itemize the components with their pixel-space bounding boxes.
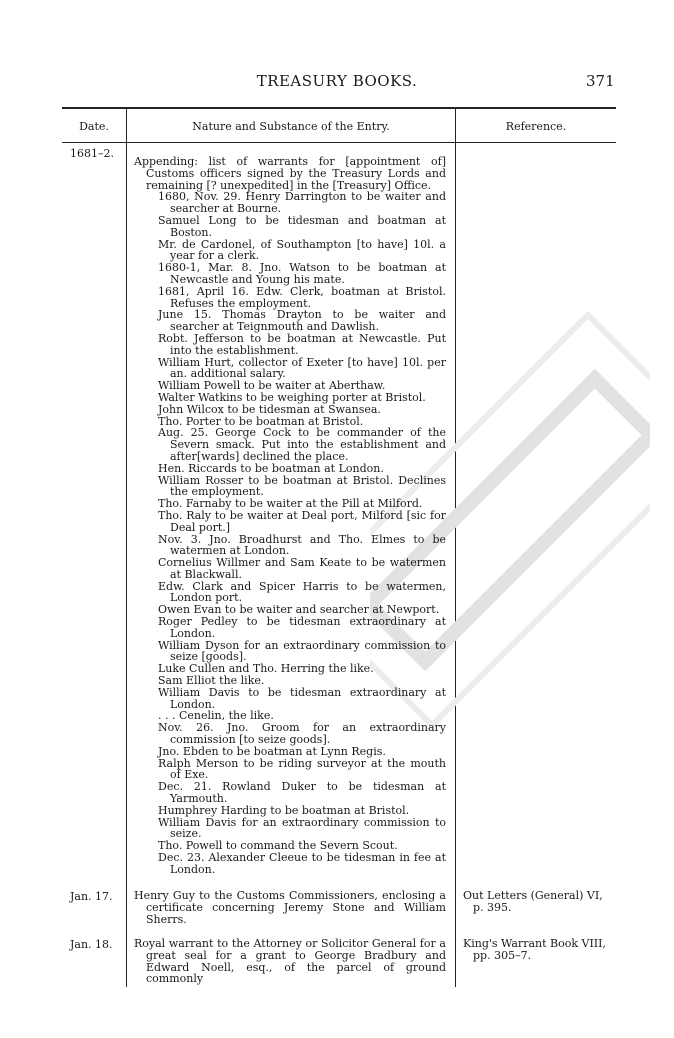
column-header-nature: Nature and Substance of the Entry. — [192, 120, 390, 133]
entry-body: Royal warrant to the Attorney or Solicitor General for a great seal for a grant to George Bradbury and Edward Noell, esq., of the parcel of ground commonly — [134, 937, 446, 986]
list-item: William Dyson for an extraordinary commission to seize [goods]. — [158, 638, 446, 664]
list-item: Roger Pedley to be tidesman extraordinary at London. — [158, 615, 446, 640]
entry-text — [134, 890, 446, 925]
entry-text — [134, 156, 446, 876]
list-item: Dec. 21. Rowland Duker to be tidesman at Yarmouth. — [158, 780, 446, 806]
entry-date: Jan. 18. — [70, 938, 113, 951]
list-item: Jno. Ebden to be boatman at Lynn Regis. — [158, 744, 386, 758]
entry-reference — [463, 938, 615, 962]
list-item: William Davis for an extraordinary commission to seize. — [158, 815, 446, 841]
column-divider-left — [126, 107, 127, 987]
list-item: Sam Elliot the like. — [158, 674, 265, 688]
list-item: 1680-1, Mar. 8. Jno. Watson to be boatman at Newcastle and Young his mate. — [158, 261, 446, 286]
entry-body: Henry Guy to the Customs Commissioners, enclosing a certificate concerning Jeremy Stone and William Sherrs. — [134, 889, 446, 926]
list-item: Dec. 23. Alexander Cleeue to be tidesman in fee at London. — [158, 851, 446, 876]
entry-text — [134, 938, 446, 985]
list-item: William Rosser to be boatman at Bristol. Declines the employment. — [158, 473, 446, 499]
list-item: Edw. Clark and Spicer Harris to be watermen, London port. — [158, 579, 446, 605]
list-item: Tho. Powell to command the Severn Scout. — [158, 839, 398, 853]
list-item: Nov. 3. Jno. Broadhurst and Tho. Elmes to be watermen at London. — [158, 532, 446, 558]
list-item: William Hurt, collector of Exeter [to have] 10l. per an. additional salary. — [158, 355, 446, 381]
list-item: Walter Watkins to be weighing porter at Bristol. — [158, 390, 426, 404]
list-item: 1680, Nov. 29. Henry Darrington to be waiter and searcher at Bourne. — [158, 190, 446, 216]
running-title: TREASURY BOOKS. — [256, 72, 418, 90]
list-item: Tho. Farnaby to be waiter at the Pill at Milford. — [158, 497, 423, 511]
list-item: Cornelius Willmer and Sam Keate to be watermen at Blackwall. — [158, 556, 446, 581]
list-item: Ralph Merson to be riding surveyor at the mouth of Exe. — [158, 756, 446, 782]
list-item: William Powell to be waiter at Aberthaw. — [158, 379, 386, 393]
page-number: 371 — [586, 72, 615, 90]
list-item: Tho. Raly to be waiter at Deal port, Milford [sic for Deal port.] — [158, 508, 446, 534]
list-item: William Davis to be tidesman extraordinary at London. — [158, 685, 446, 711]
list-item: Samuel Long to be tidesman and boatman at Boston. — [158, 213, 446, 239]
reference-text: Out Letters (General) VI, p. 395. — [463, 889, 603, 914]
reference-text: King's Warrant Book VIII, pp. 305–7. — [463, 937, 606, 962]
entry-intro: Appending: list of warrants for [appointment of] Customs officers signed by the Treasury Lords and remaining [? unexpedited] in the [Treasury] Office. — [134, 155, 446, 192]
column-header-reference: Reference. — [505, 120, 567, 133]
list-item: Owen Evan to be waiter and searcher at Newport. — [158, 603, 440, 617]
table-top-rule — [62, 107, 616, 109]
list-item: Luke Cullen and Tho. Herring the like. — [158, 662, 374, 676]
entry-date: 1681–2. — [70, 147, 114, 160]
entry-reference — [463, 890, 615, 914]
list-item: June 15. Thomas Drayton to be waiter and searcher at Teignmouth and Dawlish. — [158, 308, 446, 334]
list-item: 1681, April 16. Edw. Clerk, boatman at Bristol. Refuses the employment. — [158, 284, 446, 310]
list-item: Hen. Riccards to be boatman at London. — [158, 461, 384, 475]
list-item: Tho. Porter to be boatman at Bristol. — [158, 414, 364, 428]
list-item: Humphrey Harding to be boatman at Bristol. — [158, 803, 410, 817]
list-item: . . . Cenelin, the like. — [158, 709, 274, 723]
column-divider-right — [455, 107, 456, 987]
list-item: Aug. 25. George Cock to be commander of the Severn smack. Put into the establishment and after[wards] declined the place. — [158, 426, 446, 463]
column-header-date: Date. — [79, 120, 109, 133]
list-item: Mr. de Cardonel, of Southampton [to have] 10l. a year for a clerk. — [158, 237, 446, 263]
entry-date: Jan. 17. — [70, 890, 113, 903]
list-item: John Wilcox to be tidesman at Swansea. — [158, 402, 381, 416]
list-item: Nov. 26. Jno. Groom for an extraordinary commission [to seize goods]. — [158, 721, 446, 747]
table-header-rule — [62, 142, 616, 143]
list-item: Robt. Jefferson to be boatman at Newcastle. Put into the establishment. — [158, 331, 446, 357]
